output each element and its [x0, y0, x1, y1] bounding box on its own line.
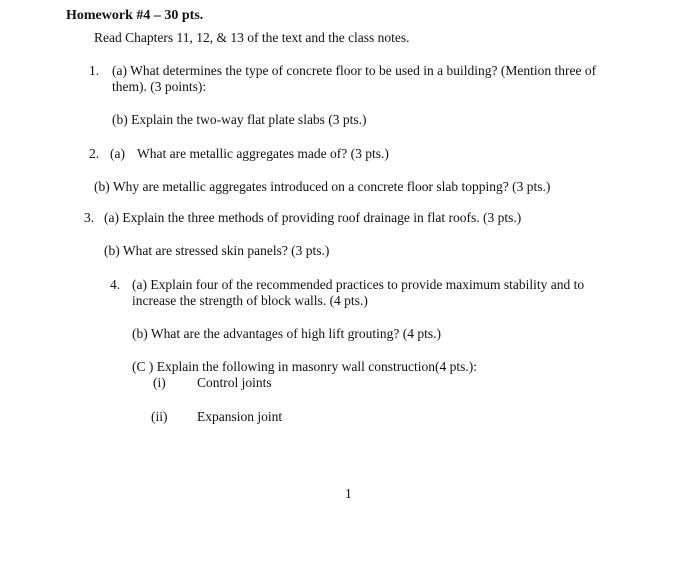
question-2a-label: (a): [110, 146, 125, 161]
question-number: 2.: [89, 146, 100, 161]
question-4a-text: (a) Explain four of the recommended practices to provide maximum stability and to: [132, 277, 585, 292]
question-1b-text: (b) Explain the two-way flat plate slabs (3 pts.): [112, 112, 367, 127]
subitem-ii-text: Expansion joint: [197, 409, 283, 424]
subitem-i-text: Control joints: [197, 375, 272, 390]
question-number: 3.: [84, 210, 95, 225]
question-4c-text: (C ) Explain the following in masonry wall construction(4 pts.):: [132, 359, 477, 374]
question-2b-text: (b) Why are metallic aggregates introduced on a concrete floor slab topping? (3 pts.): [94, 179, 551, 194]
question-3a-text: (a) Explain the three methods of providing roof drainage in flat roofs. (3 pts.): [104, 210, 522, 225]
question-1a-text: (a) What determines the type of concrete floor to be used in a building? (Mention three of: [112, 63, 597, 78]
subitem-ii-label: (ii): [151, 409, 168, 424]
question-4a-text-continued: increase the strength of block walls. (4 pts.): [132, 293, 368, 308]
question-3b-text: (b) What are stressed skin panels? (3 pts.): [104, 243, 330, 258]
document-title: Homework #4 – 30 pts.: [66, 8, 204, 23]
question-4b-text: (b) What are the advantages of high lift grouting? (4 pts.): [132, 326, 442, 341]
subitem-i-label: (i): [153, 375, 166, 390]
page-number: 1: [345, 486, 352, 501]
question-number: 1.: [89, 63, 100, 78]
question-number: 4.: [110, 277, 121, 292]
question-2a-text: What are metallic aggregates made of? (3 pts.): [137, 146, 389, 161]
intro-text: Read Chapters 11, 12, & 13 of the text and the class notes.: [94, 30, 410, 45]
question-1a-text-continued: them). (3 points):: [112, 79, 207, 94]
